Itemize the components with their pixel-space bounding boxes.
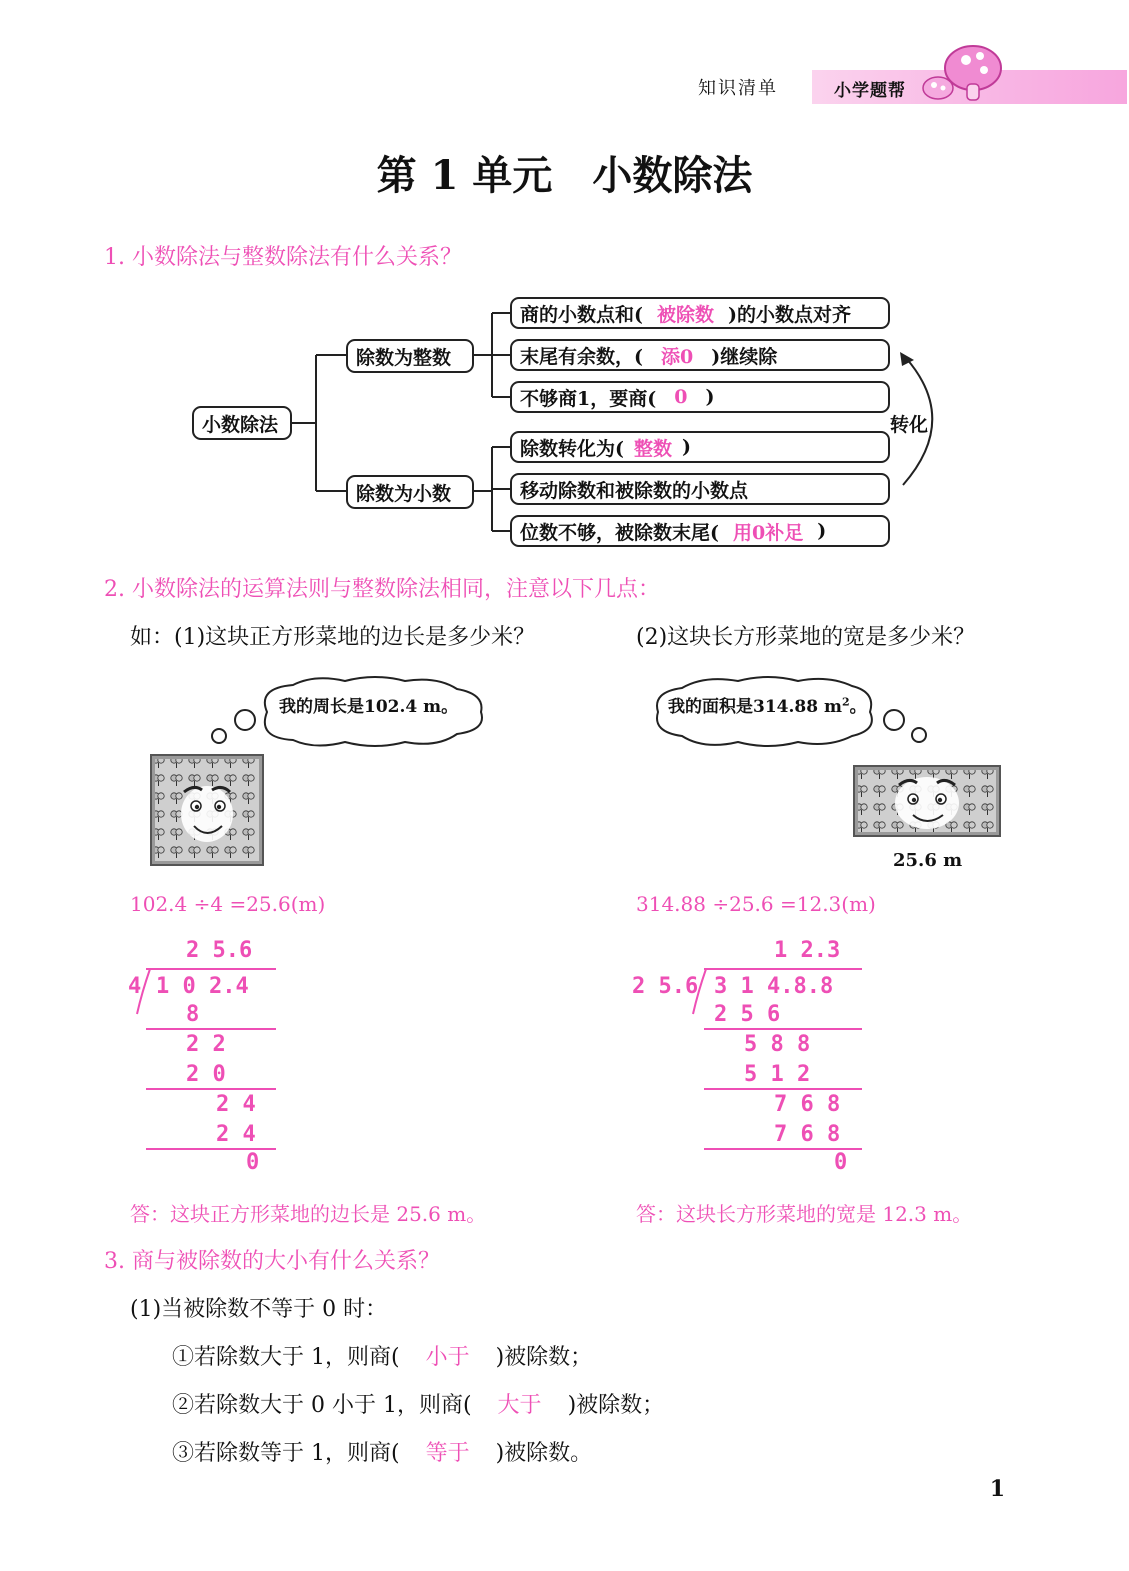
rule-suffix: )被除数； [495, 1345, 593, 1370]
division-right-step: 0 [834, 1150, 848, 1175]
rule-suffix: )被除数。 [495, 1441, 593, 1466]
division-left-step: 2 0 [186, 1062, 226, 1087]
section2-question: 2. 小数除法的运算法则与整数除法相同，注意以下几点： [104, 577, 660, 602]
rule-suffix: ) [705, 386, 715, 408]
answer-left: 答：这块正方形菜地的边长是 25.6 m。 [130, 1202, 487, 1226]
branch-integer-divisor: 除数为整数 [346, 339, 474, 373]
division-left-step: 2 4 [216, 1122, 256, 1147]
header-left-text: 知识清单 [698, 78, 778, 99]
rule-box [510, 515, 890, 547]
rule-suffix: )被除数； [567, 1393, 665, 1418]
header-right-text: 小学题帮 [834, 81, 906, 101]
rule-suffix: ) [682, 436, 692, 458]
transform-label: 转化 [890, 414, 929, 436]
division-left-bracket [136, 968, 156, 1016]
division-left-bar [146, 968, 276, 970]
division-left-line [146, 1088, 276, 1090]
section3-subheading: (1)当被除数不等于 0 时： [130, 1297, 388, 1322]
rectangle-dimension-label: 25.6 m [893, 850, 963, 871]
branch-decimal-divisor: 除数为小数 [346, 475, 474, 509]
division-left-step: 8 [186, 1002, 200, 1027]
division-left-line [146, 1028, 276, 1030]
rule-prefix: ②若除数大于 0 小于 1，则商( [172, 1393, 472, 1418]
rule-box [510, 339, 890, 371]
cloud-right-sup: 2 [841, 695, 850, 709]
rule-line [172, 1340, 592, 1371]
division-right-step: 5 1 2 [744, 1062, 811, 1087]
rule-answer: 用0补足 [733, 521, 804, 544]
rule-answer: 大于 [497, 1393, 542, 1418]
division-right-step: 2 5 6 [714, 1002, 781, 1027]
division-right-line [704, 1088, 862, 1090]
section1-question: 1. 小数除法与整数除法有什么关系？ [104, 245, 462, 270]
rule-answer: 整数 [634, 437, 673, 460]
rule-prefix: 末尾有余数，( [520, 345, 643, 368]
rule-prefix: 商的小数点和( [520, 303, 643, 326]
page-number: 1 [989, 1476, 1005, 1502]
equation-right: 314.88 ÷25.6 =12.3(m) [636, 892, 876, 916]
division-right-quotient: 1 2.3 [774, 938, 841, 963]
rule-prefix: 不够商1，要商( [520, 387, 657, 410]
division-left-step: 2 4 [216, 1092, 256, 1117]
rule-box [510, 381, 890, 413]
rule-answer: 被除数 [657, 303, 715, 326]
cloud-right-text [668, 692, 867, 717]
page-title: 第 1 单元 小数除法 [376, 152, 753, 199]
section3-question: 3. 商与被除数的大小有什么关系？ [104, 1249, 440, 1274]
rule-box [510, 473, 890, 505]
cloud-right-end: 。 [849, 697, 867, 717]
equation-left: 102.4 ÷4 =25.6(m) [130, 892, 326, 916]
division-right-step: 7 6 8 [774, 1092, 841, 1117]
rule-prefix: 除数转化为( [520, 437, 624, 460]
division-right-line [704, 1028, 862, 1030]
rule-answer: 等于 [425, 1441, 470, 1466]
rule-prefix: ①若除数大于 1，则商( [172, 1345, 400, 1370]
rule-answer: 添0 [661, 345, 694, 368]
cloud-right-main: 我的面积是314.88 m [668, 697, 842, 717]
rule-box [510, 431, 890, 463]
rule-prefix: 移动除数和被除数的小数点 [520, 479, 749, 502]
division-left-step: 2 2 [186, 1032, 226, 1057]
cloud-left-text: 我的周长是102.4 m。 [279, 697, 459, 717]
rule-line [172, 1388, 664, 1419]
example-right: (2)这块长方形菜地的宽是多少米？ [636, 625, 976, 650]
rule-prefix: 位数不够，被除数末尾( [520, 521, 719, 544]
rule-suffix: )的小数点对齐 [728, 303, 852, 326]
tree-root: 小数除法 [192, 406, 292, 440]
rule-answer: 小于 [425, 1345, 470, 1370]
division-left-quotient: 2 5.6 [186, 938, 253, 963]
rule-box [510, 297, 890, 329]
rectangle-garden-illustration [853, 765, 1001, 837]
division-right-dividend: 3 1 4.8.8 [714, 974, 834, 999]
division-right-bar [704, 968, 862, 970]
division-left-divisor: 4 [128, 974, 142, 999]
division-right-step: 7 6 8 [774, 1122, 841, 1147]
example-left: 如：(1)这块正方形菜地的边长是多少米？ [130, 625, 536, 650]
division-left-dividend: 1 0 2.4 [156, 974, 249, 999]
rule-answer: 0 [674, 386, 688, 408]
division-left-step: 0 [246, 1150, 260, 1175]
rule-suffix: ) [817, 520, 827, 542]
rule-suffix: )继续除 [711, 345, 778, 368]
square-garden-illustration [150, 754, 264, 866]
division-right-step: 5 8 8 [744, 1032, 811, 1057]
division-right-divisor: 2 5.6 [632, 974, 699, 999]
division-right-bracket [692, 968, 712, 1016]
answer-right: 答：这块长方形菜地的宽是 12.3 m。 [636, 1202, 973, 1226]
rule-prefix: ③若除数等于 1，则商( [172, 1441, 400, 1466]
rule-line [172, 1436, 592, 1467]
